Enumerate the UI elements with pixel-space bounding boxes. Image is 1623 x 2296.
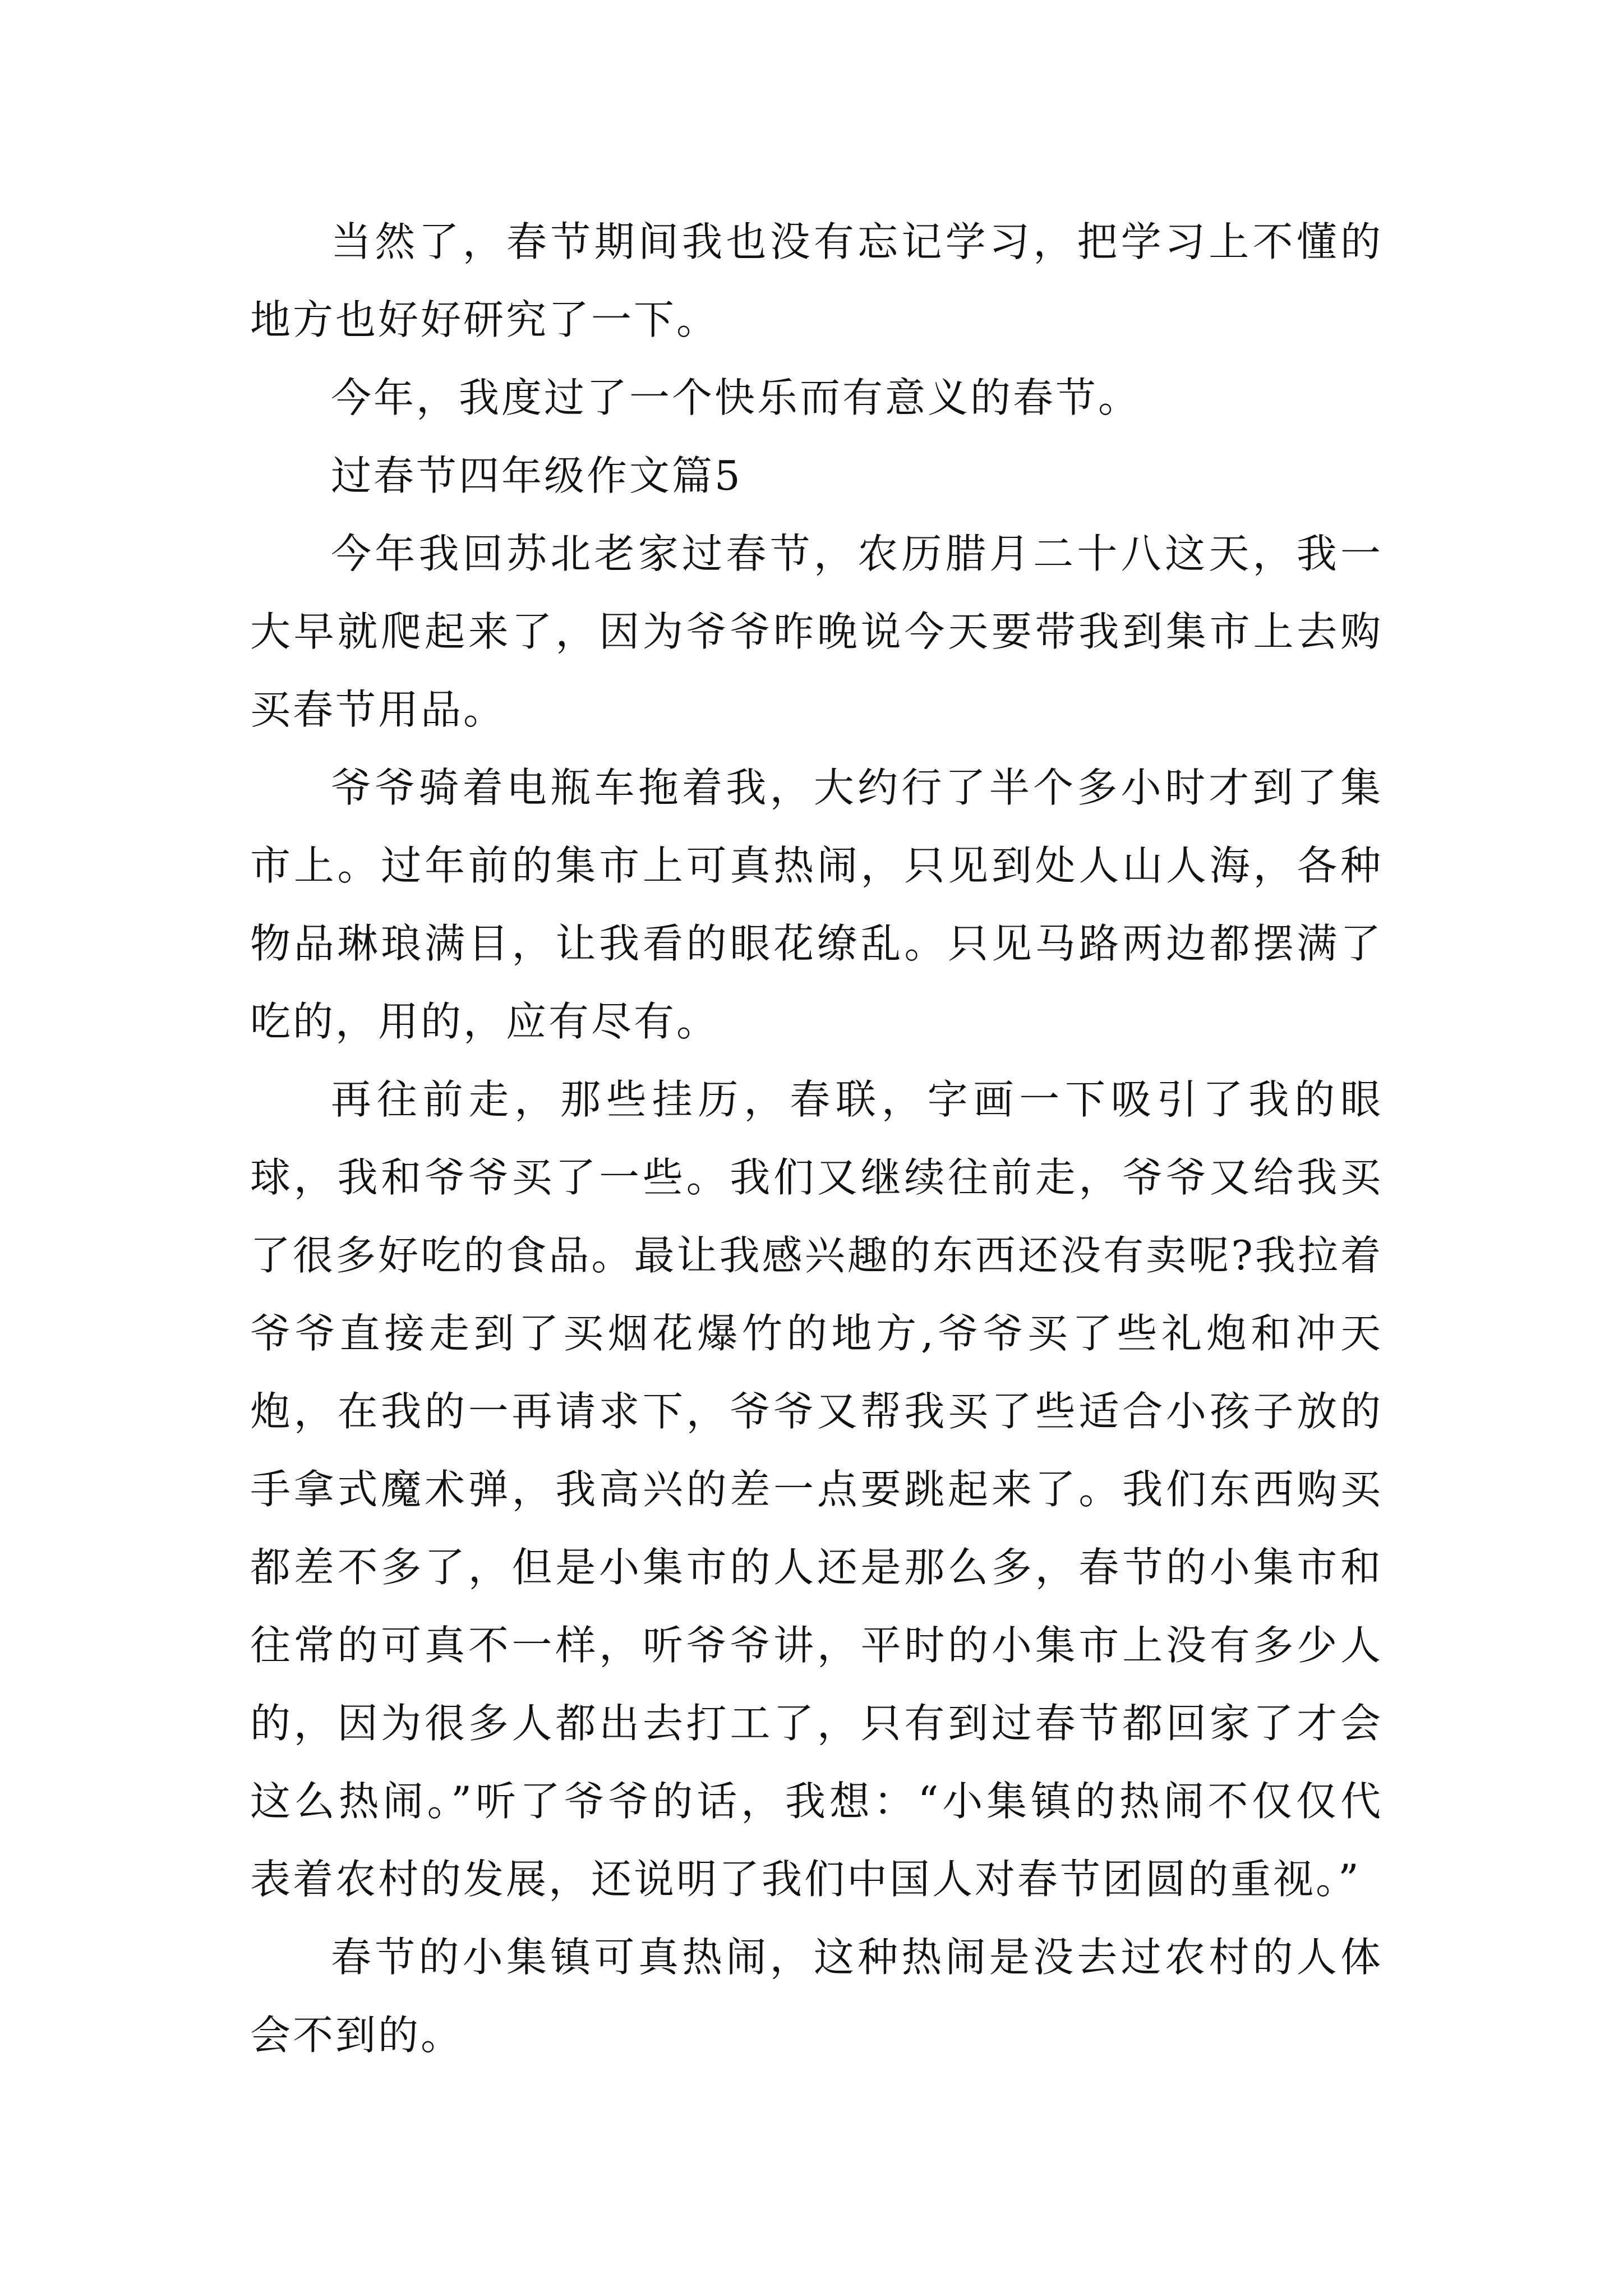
paragraph: 春节的小集镇可真热闹，这种热闹是没去过农村的人体会不到的。 xyxy=(250,1934,1383,2059)
document-body xyxy=(250,203,1383,2074)
paragraph: 当然了，春节期间我也没有忘记学习，把学习上不懂的地方也好好研究了一下。 xyxy=(250,218,1383,343)
paragraph: 今年，我度过了一个快乐而有意义的春节。 xyxy=(331,374,1141,421)
paragraph: 再往前走，那些挂历，春联，字画一下吸引了我的眼球，我和爷爷买了一些。我们又继续往前走，爷爷又给我买了很多好吃的食品。最让我感兴趣的东西还没有卖呢?我拉着爷爷直接走到了买烟花爆竹的地方,爷爷买了些礼炮和冲天炮，在我的一再请求下，爷爷又帮我买了些适合小孩子放的手拿式魔术弹，我高兴的差一点要跳起来了。我们东西购买都差不多了，但是小集市的人还是那么多，春节的小集市和往常的可真不一样，听爷爷讲，平时的小集市上没有多少人的，因为很多人都出去打工了，只有到过春节都回家了才会这么热闹。”听了爷爷的话，我想：“小集镇的热闹不仅仅代表着农村的发展，还说明了我们中国人对春节团圆的重视。” xyxy=(250,1076,1383,1903)
paragraph: 今年我回苏北老家过春节，农历腊月二十八这天，我一大早就爬起来了，因为爷爷昨晚说今天要带我到集市上去购买春节用品。 xyxy=(250,530,1383,733)
paragraph: 爷爷骑着电瓶车拖着我，大约行了半个多小时才到了集市上。过年前的集市上可真热闹，只见到处人山人海，各种物品琳琅满目，让我看的眼花缭乱。只见马路两边都摆满了吃的，用的，应有尽有。 xyxy=(250,764,1383,1045)
section-heading: 过春节四年级作文篇5 xyxy=(331,452,743,499)
